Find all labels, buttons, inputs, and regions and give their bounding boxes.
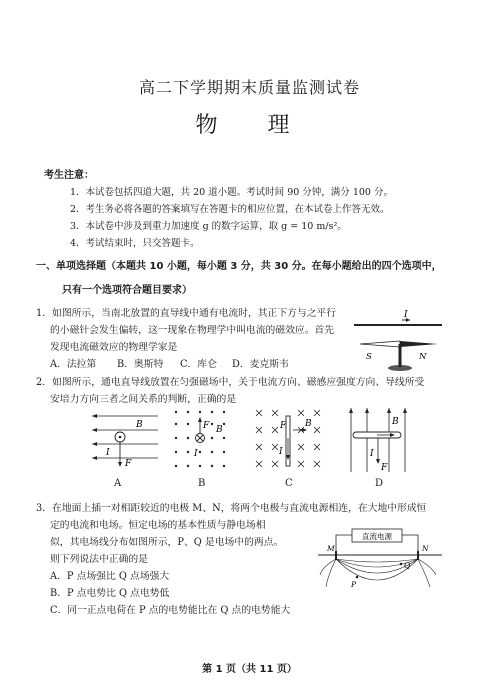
q3-field-figure bbox=[318, 527, 446, 599]
notice-item: 3．本试卷中涉及到重力加速度 g 的数字运算，取 g = 10 m/s²。 bbox=[70, 221, 347, 232]
q1-option-a: A．法拉第 bbox=[50, 359, 97, 370]
exam-title: 高二下学期期末质量监测试卷 bbox=[138, 78, 360, 97]
svg-text:I: I bbox=[106, 448, 110, 458]
svg-text:B: B bbox=[216, 425, 223, 435]
q2-label-d: D bbox=[375, 478, 384, 489]
q3-label-q: Q bbox=[404, 561, 411, 570]
q3-option-c: C．同一正点电荷在 P 点的电势能比在 Q 点的电势能大 bbox=[50, 605, 291, 616]
q2-text: 2．如图所示，通电直导线放置在匀强磁场中，关于电流方向、磁感应强度方向、导线所受 bbox=[36, 377, 425, 388]
q1-compass-figure bbox=[352, 306, 452, 376]
q2-figure-b bbox=[170, 408, 234, 472]
q3-text: 则下列说法中正确的是 bbox=[50, 554, 148, 565]
notice-item: 4．考试结束时，只交答题卡。 bbox=[70, 238, 200, 249]
q1-text: 1．如图所示，当南北放置的直导线中通有电流时，其正下方与之平行 bbox=[36, 308, 337, 319]
q1-option-b: B．奥斯特 bbox=[117, 359, 164, 370]
q2-figure-c bbox=[253, 408, 323, 472]
q3-option-a: A．P 点场强比 Q 点场强大 bbox=[50, 571, 170, 582]
svg-text:B: B bbox=[305, 419, 312, 429]
section-heading: 一、单项选择题（本题共 10 小题，每小题 3 分，共 30 分。在每小题给出的四个选项中， bbox=[36, 261, 442, 272]
svg-text:F: F bbox=[280, 421, 287, 431]
q1-text: 发现电流磁效应的物理学家是 bbox=[50, 342, 178, 353]
q3-text: 似，其电场线分布如图所示，P、Q 是电场中的两点。 bbox=[50, 537, 284, 548]
q1-label-i: I bbox=[404, 310, 408, 320]
svg-text:F: F bbox=[125, 459, 132, 469]
q3-option-b: B．P 点电势比 Q 点电势低 bbox=[50, 588, 170, 599]
q3-label-p: P bbox=[351, 580, 357, 589]
q1-text: 的小磁针会发生偏转，这一现象在物理学中叫电流的磁效应。首先 bbox=[50, 325, 335, 336]
notice-item: 2．考生务必将各题的答案填写在答题卡的相应位置，在本试卷上作答无效。 bbox=[70, 204, 390, 215]
svg-text:F: F bbox=[203, 421, 210, 431]
q1-option-d: D．麦克斯韦 bbox=[232, 359, 289, 370]
q3-label-m: M bbox=[327, 544, 335, 553]
svg-text:F: F bbox=[381, 463, 388, 473]
svg-text:B: B bbox=[392, 417, 399, 427]
q3-text: 3．在地面上插一对相距较近的电极 M、N，将两个电极与直流电源相连，在大地中形成恒 bbox=[36, 503, 427, 514]
svg-text:B: B bbox=[136, 420, 143, 430]
svg-text:I: I bbox=[194, 449, 198, 459]
svg-text:I: I bbox=[370, 449, 374, 459]
q1-label-s: S bbox=[366, 352, 372, 362]
q1-label-n: N bbox=[419, 352, 427, 362]
notice-item: 1．本试卷包括四道大题，共 20 道小题。考试时间 90 分钟，满分 100 分。 bbox=[70, 187, 393, 198]
q3-power-label: 直流电源 bbox=[362, 532, 392, 541]
section-heading-cont: 只有一个选项符合题目要求） bbox=[62, 285, 192, 296]
q1-option-c: C．库仑 bbox=[180, 359, 217, 370]
q2-label-b: B bbox=[198, 478, 206, 489]
q3-label-n: N bbox=[422, 544, 429, 553]
q2-text: 安培力方向三者之间关系的判断，正确的是 bbox=[50, 394, 237, 405]
q2-figure-a bbox=[88, 412, 160, 472]
notice-heading: 考生注意： bbox=[44, 170, 94, 181]
page-footer: 第 1 页（共 11 页） bbox=[202, 664, 297, 675]
q3-text: 定的电流和电场。恒定电场的基本性质与静电场相 bbox=[50, 520, 266, 531]
svg-text:I: I bbox=[279, 447, 283, 457]
q2-figure-d bbox=[345, 406, 415, 474]
subject-title: 物 理 bbox=[195, 113, 304, 138]
q2-label-a: A bbox=[114, 478, 122, 489]
q2-label-c: C bbox=[285, 478, 293, 489]
